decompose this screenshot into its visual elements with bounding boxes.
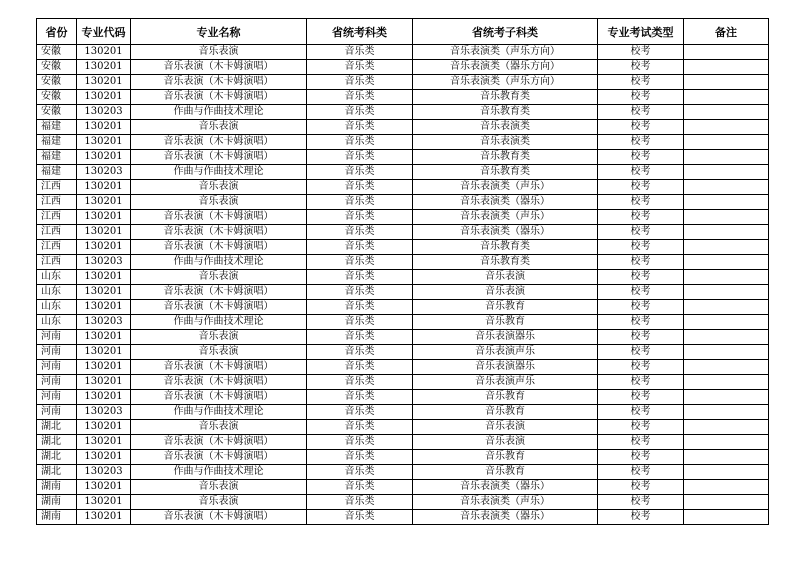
exam-category-cell: 音乐类 [307,105,413,120]
province-cell: 河南 [37,345,77,360]
exam-subcategory-cell: 音乐表演类（声乐） [413,180,598,195]
province-cell: 江西 [37,195,77,210]
major-code-cell: 130201 [77,210,131,225]
major-code-cell: 130203 [77,315,131,330]
province-cell: 河南 [37,360,77,375]
exam-type-cell: 校考 [598,150,684,165]
province-cell: 福建 [37,120,77,135]
remarks-cell [684,255,769,270]
table-row [37,165,769,180]
province-cell: 湖北 [37,420,77,435]
province-cell: 安徽 [37,90,77,105]
exam-subcategory-cell: 音乐表演 [413,420,598,435]
major-code-cell: 130201 [77,60,131,75]
exam-category-cell: 音乐类 [307,375,413,390]
province-cell: 江西 [37,180,77,195]
major-name-cell: 音乐表演 [131,480,307,495]
table-row [37,420,769,435]
exam-type-cell: 校考 [598,510,684,525]
table-row [37,285,769,300]
table-row [37,195,769,210]
major-name-cell: 音乐表演（木卡姆演唱） [131,390,307,405]
header-exam-type: 专业考试类型 [598,19,684,45]
major-code-cell: 130201 [77,150,131,165]
exam-category-cell: 音乐类 [307,255,413,270]
table-row [37,330,769,345]
exam-subcategory-cell: 音乐教育 [413,300,598,315]
remarks-cell [684,315,769,330]
remarks-cell [684,375,769,390]
exam-subcategory-cell: 音乐表演类 [413,135,598,150]
table-row [37,75,769,90]
major-code-cell: 130201 [77,180,131,195]
exam-type-cell: 校考 [598,405,684,420]
table-row [37,180,769,195]
exam-subcategory-cell: 音乐教育类 [413,105,598,120]
exam-category-cell: 音乐类 [307,465,413,480]
province-cell: 江西 [37,225,77,240]
table-row [37,510,769,525]
major-name-cell: 音乐表演 [131,45,307,60]
major-name-cell: 音乐表演 [131,120,307,135]
table-row [37,390,769,405]
province-cell: 安徽 [37,105,77,120]
table-row [37,435,769,450]
exam-type-cell: 校考 [598,210,684,225]
exam-subcategory-cell: 音乐教育类 [413,165,598,180]
exam-subcategory-cell: 音乐表演类（声乐） [413,210,598,225]
province-cell: 河南 [37,405,77,420]
major-code-cell: 130201 [77,480,131,495]
exam-subcategory-cell: 音乐表演类（声乐） [413,495,598,510]
exam-type-cell: 校考 [598,270,684,285]
remarks-cell [684,135,769,150]
exam-type-cell: 校考 [598,240,684,255]
exam-category-cell: 音乐类 [307,150,413,165]
header-exam-subcategory: 省统考子科类 [413,19,598,45]
major-code-cell: 130201 [77,225,131,240]
province-cell: 湖南 [37,495,77,510]
major-code-cell: 130201 [77,240,131,255]
remarks-cell [684,150,769,165]
header-province: 省份 [37,19,77,45]
remarks-cell [684,465,769,480]
province-cell: 河南 [37,390,77,405]
major-name-cell: 音乐表演（木卡姆演唱） [131,510,307,525]
major-name-cell: 音乐表演（木卡姆演唱） [131,285,307,300]
table-row [37,105,769,120]
remarks-cell [684,285,769,300]
province-cell: 安徽 [37,60,77,75]
remarks-cell [684,495,769,510]
exam-type-cell: 校考 [598,60,684,75]
major-name-cell: 音乐表演（木卡姆演唱） [131,450,307,465]
exam-type-cell: 校考 [598,225,684,240]
remarks-cell [684,210,769,225]
header-major-code: 专业代码 [77,19,131,45]
exam-subcategory-cell: 音乐教育类 [413,90,598,105]
major-name-cell: 音乐表演 [131,495,307,510]
major-name-cell: 音乐表演 [131,180,307,195]
exam-category-cell: 音乐类 [307,420,413,435]
major-name-cell: 作曲与作曲技术理论 [131,315,307,330]
exam-subcategory-cell: 音乐教育 [413,405,598,420]
exam-type-cell: 校考 [598,420,684,435]
exam-type-cell: 校考 [598,195,684,210]
remarks-cell [684,195,769,210]
province-cell: 安徽 [37,75,77,90]
major-code-cell: 130201 [77,90,131,105]
exam-subcategory-cell: 音乐教育类 [413,255,598,270]
major-name-cell: 音乐表演（木卡姆演唱） [131,90,307,105]
province-cell: 河南 [37,375,77,390]
province-cell: 湖北 [37,450,77,465]
exam-type-cell: 校考 [598,495,684,510]
table-row [37,375,769,390]
remarks-cell [684,105,769,120]
header-remarks: 备注 [684,19,769,45]
major-code-cell: 130201 [77,300,131,315]
exam-type-cell: 校考 [598,285,684,300]
major-name-cell: 作曲与作曲技术理论 [131,465,307,480]
table-row [37,495,769,510]
exam-subcategory-cell: 音乐教育类 [413,150,598,165]
remarks-cell [684,480,769,495]
exam-category-cell: 音乐类 [307,315,413,330]
major-code-cell: 130201 [77,510,131,525]
province-cell: 河南 [37,330,77,345]
exam-category-cell: 音乐类 [307,390,413,405]
major-name-cell: 作曲与作曲技术理论 [131,255,307,270]
table-row [37,150,769,165]
table-row [37,270,769,285]
province-cell: 安徽 [37,45,77,60]
exam-category-cell: 音乐类 [307,450,413,465]
exam-category-cell: 音乐类 [307,195,413,210]
table-row [37,465,769,480]
province-cell: 湖北 [37,435,77,450]
exam-category-cell: 音乐类 [307,345,413,360]
exam-category-cell: 音乐类 [307,75,413,90]
table-row [37,300,769,315]
major-code-cell: 130201 [77,195,131,210]
remarks-cell [684,405,769,420]
province-cell: 江西 [37,240,77,255]
exam-subcategory-cell: 音乐表演类（器乐） [413,225,598,240]
remarks-cell [684,120,769,135]
table-row [37,120,769,135]
province-cell: 江西 [37,255,77,270]
exam-category-cell: 音乐类 [307,510,413,525]
major-code-cell: 130201 [77,75,131,90]
major-code-cell: 130201 [77,375,131,390]
major-name-cell: 音乐表演（木卡姆演唱） [131,435,307,450]
major-name-cell: 音乐表演 [131,345,307,360]
table-row [37,450,769,465]
exam-type-cell: 校考 [598,165,684,180]
exam-category-cell: 音乐类 [307,210,413,225]
exam-subcategory-cell: 音乐表演类（器乐） [413,480,598,495]
exam-category-cell: 音乐类 [307,330,413,345]
table-row [37,315,769,330]
remarks-cell [684,75,769,90]
major-code-cell: 130201 [77,360,131,375]
major-name-cell: 作曲与作曲技术理论 [131,165,307,180]
exam-type-cell: 校考 [598,120,684,135]
major-name-cell: 音乐表演（木卡姆演唱） [131,135,307,150]
exam-type-cell: 校考 [598,180,684,195]
table-row [37,255,769,270]
exam-subcategory-cell: 音乐表演类（器乐） [413,510,598,525]
exam-type-cell: 校考 [598,375,684,390]
exam-type-cell: 校考 [598,255,684,270]
table-row [37,225,769,240]
exam-category-cell: 音乐类 [307,180,413,195]
major-name-cell: 音乐表演 [131,270,307,285]
major-name-cell: 音乐表演（木卡姆演唱） [131,300,307,315]
exam-type-cell: 校考 [598,45,684,60]
remarks-cell [684,360,769,375]
province-cell: 山东 [37,270,77,285]
exam-type-cell: 校考 [598,105,684,120]
major-code-cell: 130203 [77,255,131,270]
exam-subcategory-cell: 音乐教育 [413,390,598,405]
exam-subcategory-cell: 音乐教育类 [413,240,598,255]
exam-subcategory-cell: 音乐表演类（器乐方向） [413,60,598,75]
major-name-cell: 作曲与作曲技术理论 [131,105,307,120]
province-cell: 山东 [37,315,77,330]
exam-type-cell: 校考 [598,135,684,150]
major-code-cell: 130203 [77,405,131,420]
exam-category-cell: 音乐类 [307,480,413,495]
major-code-cell: 130201 [77,285,131,300]
province-cell: 福建 [37,165,77,180]
province-cell: 福建 [37,135,77,150]
major-code-cell: 130201 [77,390,131,405]
document-page [36,18,769,525]
exam-subcategory-cell: 音乐教育 [413,315,598,330]
table-row [37,90,769,105]
remarks-cell [684,45,769,60]
major-name-cell: 作曲与作曲技术理论 [131,405,307,420]
major-code-cell: 130201 [77,345,131,360]
major-code-cell: 130201 [77,330,131,345]
major-name-cell: 音乐表演（木卡姆演唱） [131,225,307,240]
remarks-cell [684,330,769,345]
exam-type-cell: 校考 [598,315,684,330]
exam-type-cell: 校考 [598,480,684,495]
exam-category-cell: 音乐类 [307,360,413,375]
major-code-cell: 130203 [77,105,131,120]
major-code-cell: 130201 [77,120,131,135]
table-row [37,360,769,375]
remarks-cell [684,435,769,450]
table-body [37,45,769,525]
remarks-cell [684,345,769,360]
major-code-cell: 130201 [77,495,131,510]
exam-type-cell: 校考 [598,345,684,360]
exam-category-cell: 音乐类 [307,240,413,255]
exam-subcategory-cell: 音乐表演器乐 [413,360,598,375]
major-name-cell: 音乐表演（木卡姆演唱） [131,210,307,225]
exam-subcategory-cell: 音乐表演 [413,270,598,285]
remarks-cell [684,165,769,180]
exam-category-cell: 音乐类 [307,270,413,285]
exam-type-cell: 校考 [598,75,684,90]
exam-subcategory-cell: 音乐表演器乐 [413,330,598,345]
remarks-cell [684,60,769,75]
exam-category-cell: 音乐类 [307,120,413,135]
table-row [37,480,769,495]
major-name-cell: 音乐表演（木卡姆演唱） [131,150,307,165]
province-cell: 山东 [37,300,77,315]
major-name-cell: 音乐表演 [131,195,307,210]
remarks-cell [684,270,769,285]
major-code-cell: 130201 [77,420,131,435]
major-name-cell: 音乐表演（木卡姆演唱） [131,60,307,75]
major-code-cell: 130203 [77,165,131,180]
exam-type-cell: 校考 [598,435,684,450]
major-name-cell: 音乐表演 [131,420,307,435]
major-code-cell: 130203 [77,465,131,480]
province-cell: 湖南 [37,480,77,495]
table-row [37,240,769,255]
admissions-table [36,18,769,525]
exam-category-cell: 音乐类 [307,225,413,240]
province-cell: 山东 [37,285,77,300]
exam-subcategory-cell: 音乐教育 [413,465,598,480]
major-name-cell: 音乐表演 [131,330,307,345]
major-name-cell: 音乐表演（木卡姆演唱） [131,75,307,90]
exam-type-cell: 校考 [598,90,684,105]
exam-type-cell: 校考 [598,450,684,465]
exam-subcategory-cell: 音乐表演类 [413,120,598,135]
major-code-cell: 130201 [77,270,131,285]
table-row [37,405,769,420]
exam-category-cell: 音乐类 [307,495,413,510]
major-code-cell: 130201 [77,45,131,60]
exam-subcategory-cell: 音乐表演类（声乐方向） [413,45,598,60]
exam-subcategory-cell: 音乐表演 [413,285,598,300]
major-code-cell: 130201 [77,450,131,465]
remarks-cell [684,510,769,525]
major-name-cell: 音乐表演（木卡姆演唱） [131,240,307,255]
major-code-cell: 130201 [77,435,131,450]
exam-subcategory-cell: 音乐表演声乐 [413,375,598,390]
exam-category-cell: 音乐类 [307,285,413,300]
province-cell: 福建 [37,150,77,165]
header-exam-category: 省统考科类 [307,19,413,45]
remarks-cell [684,180,769,195]
header-major-name: 专业名称 [131,19,307,45]
major-code-cell: 130201 [77,135,131,150]
exam-subcategory-cell: 音乐表演类（器乐） [413,195,598,210]
remarks-cell [684,390,769,405]
remarks-cell [684,90,769,105]
major-name-cell: 音乐表演（木卡姆演唱） [131,375,307,390]
exam-category-cell: 音乐类 [307,60,413,75]
exam-type-cell: 校考 [598,465,684,480]
exam-type-cell: 校考 [598,360,684,375]
exam-subcategory-cell: 音乐表演声乐 [413,345,598,360]
table-row [37,135,769,150]
exam-category-cell: 音乐类 [307,300,413,315]
exam-type-cell: 校考 [598,330,684,345]
exam-category-cell: 音乐类 [307,435,413,450]
remarks-cell [684,300,769,315]
exam-category-cell: 音乐类 [307,90,413,105]
major-name-cell: 音乐表演（木卡姆演唱） [131,360,307,375]
table-row [37,345,769,360]
exam-category-cell: 音乐类 [307,135,413,150]
exam-category-cell: 音乐类 [307,45,413,60]
province-cell: 湖南 [37,510,77,525]
table-row [37,60,769,75]
exam-type-cell: 校考 [598,300,684,315]
header-row [37,19,769,45]
exam-type-cell: 校考 [598,390,684,405]
remarks-cell [684,420,769,435]
exam-subcategory-cell: 音乐表演 [413,435,598,450]
remarks-cell [684,450,769,465]
exam-category-cell: 音乐类 [307,165,413,180]
province-cell: 江西 [37,210,77,225]
table-row [37,45,769,60]
table-row [37,210,769,225]
remarks-cell [684,225,769,240]
exam-subcategory-cell: 音乐教育 [413,450,598,465]
exam-subcategory-cell: 音乐表演类（声乐方向） [413,75,598,90]
table-header [37,19,769,45]
remarks-cell [684,240,769,255]
province-cell: 湖北 [37,465,77,480]
exam-category-cell: 音乐类 [307,405,413,420]
